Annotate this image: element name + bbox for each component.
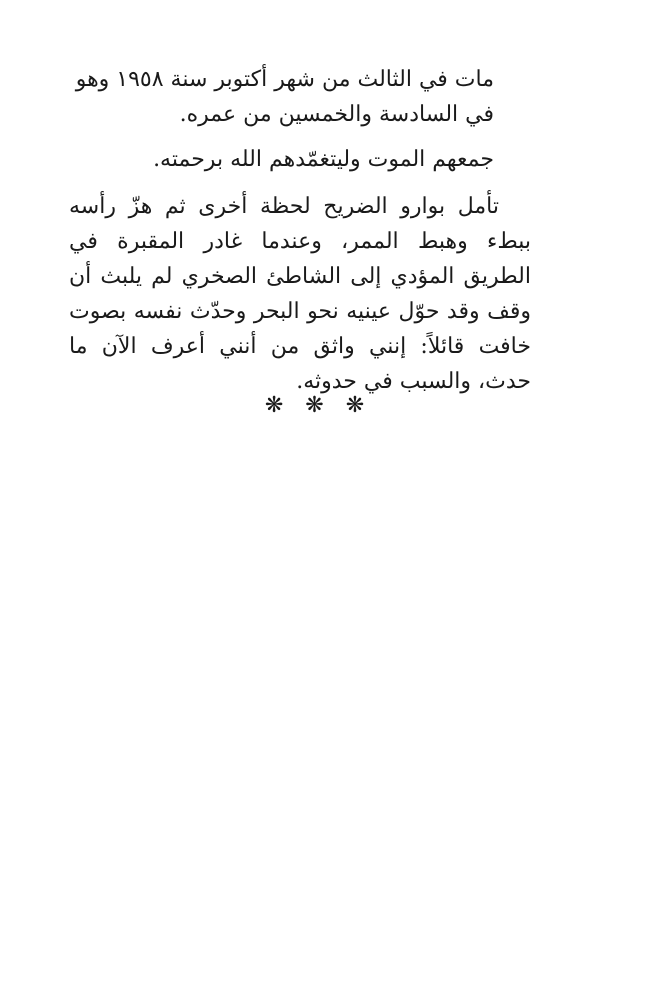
- asterism-icon: ❋: [264, 393, 306, 418]
- asterism-icon: ❋: [305, 393, 346, 418]
- asterism-icon: ❋: [345, 393, 387, 418]
- paragraph-poirot-text: تأمل بوارو الضريح لحظة أخرى ثم هزّ رأسه ببطء وهبط الممر، وعندما غادر المقبرة في الطريق المؤدي إلى الشاطئ الصخري لم يلبث أن وقف وقد حوّل عينيه نحو البحر وحدّث نفسه بصوت خافت قائلاً: إنني واثق من أنني أعرف الآن ما حدث، والسبب في حدوثه.: [69, 194, 531, 394]
- paragraph-prayer: جمعهم الموت وليتغمّدهم الله برحمته.: [153, 147, 494, 172]
- paragraph-poirot-reflection: [69, 189, 531, 399]
- paragraph-death-date: مات في الثالث من شهر أكتوبر سنة ١٩٥٨ وهو في السادسة والخمسين من عمره.: [75, 67, 494, 127]
- section-separator: [0, 393, 651, 418]
